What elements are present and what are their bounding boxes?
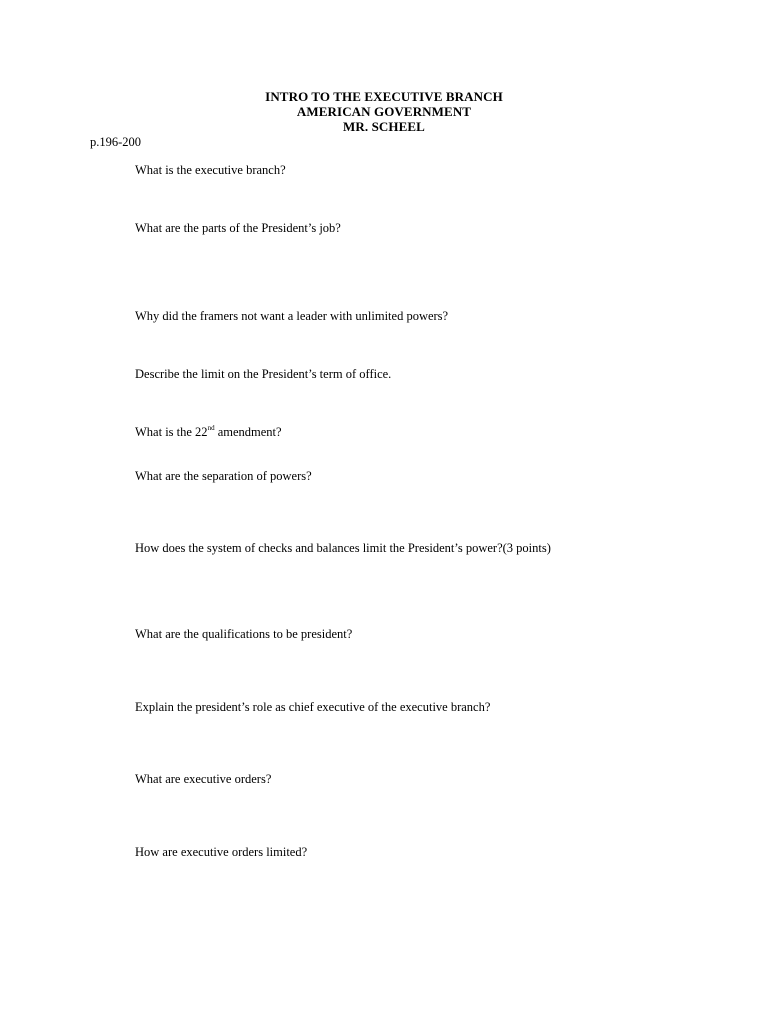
page-reference: p.196-200: [90, 135, 142, 149]
question-text: Explain the president’s role as chief executive of the executive branch?: [135, 700, 491, 714]
title-line-1: INTRO TO THE EXECUTIVE BRANCH: [265, 89, 503, 104]
question-text: Why did the framers not want a leader with unlimited powers?: [135, 309, 449, 323]
question-text: What are the separation of powers?: [135, 469, 312, 483]
question-text: What are the qualifications to be president?: [135, 627, 353, 641]
question-text: What are the parts of the President’s job?: [135, 221, 341, 235]
ordinal-superscript: nd: [207, 423, 215, 432]
title-line-3: MR. SCHEEL: [343, 119, 425, 134]
question-text: Describe the limit on the President’s term of office.: [135, 367, 392, 381]
question-text-before: What is the 22: [135, 425, 208, 439]
worksheet-title: [0, 89, 768, 134]
question-text: [135, 425, 282, 439]
question-text: How does the system of checks and balances limit the President’s power?(3 points): [135, 541, 551, 555]
question-text: How are executive orders limited?: [135, 845, 308, 859]
question-text: What is the executive branch?: [135, 163, 286, 177]
question-text: What are executive orders?: [135, 772, 272, 786]
title-line-2: AMERICAN GOVERNMENT: [296, 104, 472, 119]
question-text-after: amendment?: [214, 425, 282, 439]
